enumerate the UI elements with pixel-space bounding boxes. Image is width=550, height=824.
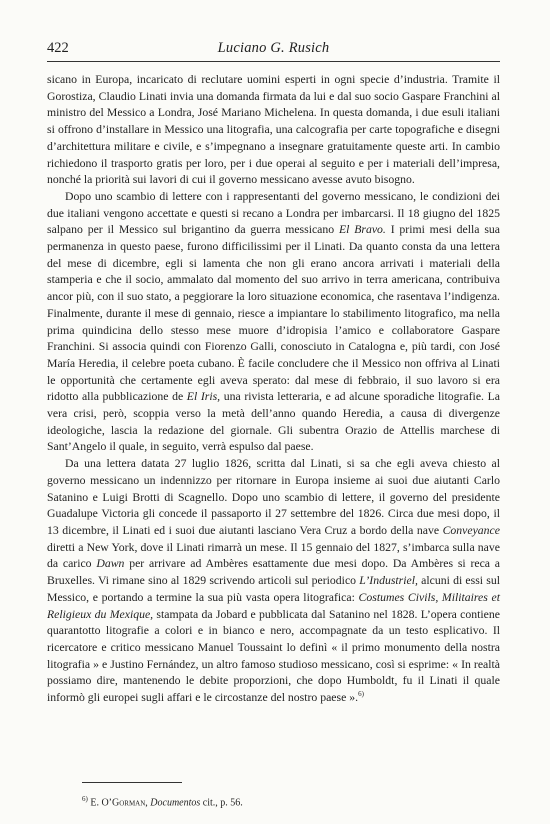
footnote-title: Documentos [150, 797, 201, 809]
header-rule [47, 61, 500, 62]
page-number: 422 [47, 40, 69, 56]
running-head [47, 40, 500, 60]
paragraph-3: Da una lettera datata 27 luglio 1826, scritta dal Linati, si sa che egli aveva chiesto al governo messicano un indennizzo per ritornare in Europa insieme ai suoi due aiutanti Carlo Satanino e Luigi Brotti di Scagnello. Dopo uno scambio di lettere, il governo del presidente Guadalupe Victoria gli concede il passaporto il 27 settembre del 1826. Circa due mesi dopo, il 13 dicembre, il Linati ed i suoi due aiutanti lasciano Vera Cruz a bordo della nave Conveyance diretti a New York, dove il Linati rimarrà un mese. Il 15 gennaio del 1827, s’imbarca sulla nave da carico Dawn per arrivare ad Ambères esattamente due mesi dopo. Da Ambères si reca a Bruxelles. Vi rimane sino al 1829 scrivendo articoli sul periodico L’Industriel, alcuni di essi sul Messico, e portando a termine la sua più vasta opera litografica: Costumes Civils, Militaires et Religieux du Mexique, stampata da Jobard e pubblicata dal Satanino nel 1828. L’opera contiene quarantotto litografie a colori e in bianco e nero, accompagnate da un testo esplicativo. Il ricercatore e critico messicano Manuel Toussaint lo definì « il primo monumento della nostra litografia » e Justino Fernández, un altro famoso studioso messicano, così si esprime: « In realtà possiamo dire, mantenendo le debite proporzioni, che dopo Humboldt, fu il Linati il quale informò gli europei sugli affari e le circostanze del nostro paese ».$^{6)}$ [47, 457, 500, 705]
italic-title: Conveyance [442, 523, 500, 537]
body-text [47, 72, 500, 707]
paragraph-1: sicano in Europa, incaricato di reclutare uomini esperti in ogni specie d’industria. Tramite il Gorostiza, Claudio Linati invia una domanda firmata da lui e dal suo socio Gaspare Franchini al ministro del Messico a Londra, José Mariano Michelena. In questa domanda, i due esuli italiani si offrono d’installare in Messico una litografia, una calcografia per carte topografiche e disegni d’architettura militare e civile, e s’impegnano a insegnare gratuitamente queste arti. In cambio richiedono il trasporto gratis per loro, per i due operai al seguito e per i materiali dell’impresa, nonché la priorità sui lavori di cui il governo messicano avesse avuto bisogno. [47, 73, 500, 187]
italic-title: El Bravo. [338, 223, 386, 237]
footnote-reference: 6) [358, 690, 364, 699]
italic-title: Dawn [96, 557, 125, 571]
footnote [82, 795, 500, 808]
footnote-rule [82, 782, 182, 783]
running-head-author: Luciano G. Rusich [217, 40, 330, 56]
italic-title: L’Industriel, [359, 574, 418, 588]
paragraph-2: Dopo uno scambio di lettere con i rappresentanti del governo messicano, le condizioni dei due italiani vengono accettate e questi si recano a Londra per imbarcarsi. Il 18 giugno del 1825 salpano per il Messico sul brigantino da guerra messicano El Bravo. I primi mesi della sua permanenza in questo paese, furono difficilissimi per il Linati. Da quanto consta da una lettera del mese di dicembre, egli si lamenta che non gli erano ancora arrivati i materiali della stamperia e che il socio, ammalato dal momento del suo arrivo in terra americana, contribuiva ancor più, con il suo stato, a peggiorare la loro situazione economica, che rasentava l’indigenza. Finalmente, durante il mese di gennaio, riesce a impiantare lo stabilimento litografico, ma nella prima quindicina dello stesso mese muore d’idropisia l’amico e collaboratore Gaspare Franchini. Si associa quindi con Fiorenzo Galli, conosciuto in Catalogna e, più tardi, con José María Heredia, il celebre poeta cubano. È facile concludere che il Messico non offriva al Linati le opportunità che certamente egli aveva sperato: dal mese di febbraio, il suo lavoro si era ridotto alla pubblicazione de El Iris, una rivista letteraria, e ad alcune sporadiche litografie. La vera crisi, però, scoppia verso la metà dell’anno quando Heredia, a causa di divergenze ideologiche, lascia la redazione del giornale. Gli subentra Orazio de Attellis marchese di Sant’Angelo il quale, in seguito, verrà espulso dal paese. [47, 189, 500, 454]
footnote-rest: cit., p. 56. [200, 797, 243, 809]
italic-title: El Iris, [186, 390, 221, 404]
footnote-mark: 6) [82, 795, 88, 803]
italic-title: Costumes Civils, Militaires et Religieux du Mexique, [47, 590, 500, 621]
footnote-author: E. O’Gorman, [90, 797, 148, 809]
